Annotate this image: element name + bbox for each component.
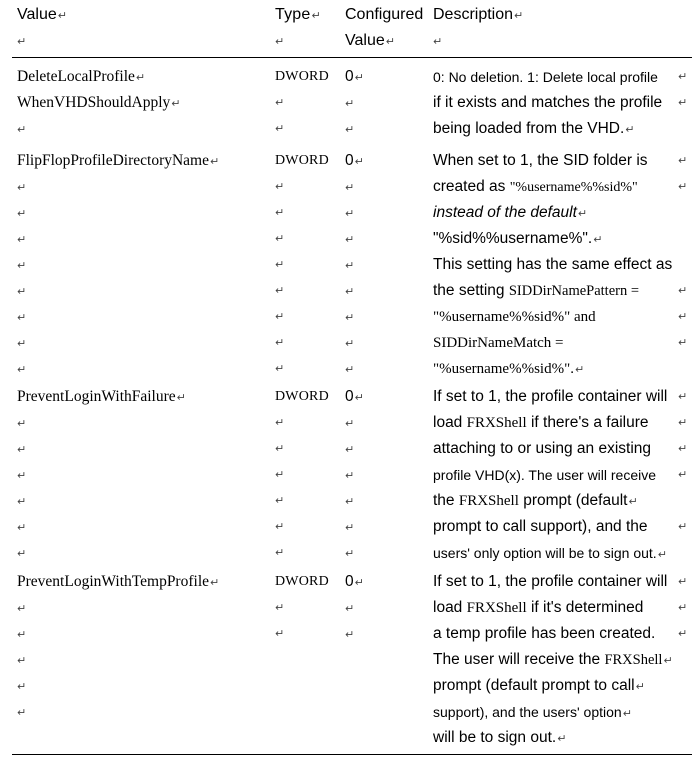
header-configured-cell: Configured Value↵ — [345, 2, 427, 54]
row-value-cell: PreventLoginWithFailure↵ ↵ ↵ ↵ ↵ ↵ ↵ — [17, 388, 186, 560]
row-value-cell: DeleteLocalProfile↵ WhenVHDShouldApply↵ ↵ — [17, 68, 181, 136]
header-configured-value: Value — [345, 32, 385, 49]
row-type-cell: DWORD ↵ ↵ — [275, 574, 329, 640]
row-description-cell: If set to 1, the profile container will load FRXShell if there's a failure attaching to or using an existing profile VHD(x). The user will receive the FRXShell prompt (default↵ prompt to call support), and the users' only option will be to sign out.↵ — [433, 388, 668, 561]
document-table: Value↵ ↵ Type↵ ↵ Configured Value↵ Description↵ ↵ DeleteLocalProfile↵ WhenVHDShouldApply↵ ↵ DWORD ↵ ↵ 0↵ ↵ ↵ 0: No deletion. 1: Delete local profile if it exists and matches the profile being loaded from the VHD.↵ ↵ ↵ FlipFlopProfileDirectoryName↵ ↵ ↵ ↵ ↵ ↵ ↵ ↵ ↵ DWORD ↵ ↵ ↵ ↵ ↵ ↵ ↵ ↵ 0↵ ↵ ↵ ↵ ↵ ↵ ↵ ↵ ↵ When set to 1, the SID folder is created as "%username%%sid%" instead of the default↵ "%sid%%username%".↵ This setting has the same effect as the setting SIDDirNamePattern = "%username%%sid%" and SIDDirNameMatch = "%username%%sid%".↵ ↵ ↵ ↵ ↵ ↵ PreventLoginWithFailure↵ ↵ ↵ ↵ ↵ ↵ ↵ DWORD ↵ ↵ ↵ ↵ ↵ ↵ 0↵ ↵ ↵ ↵ ↵ ↵ ↵ If set to 1, the profile container will load FRXShell if there's a failure attaching to or using an existing profile VHD(x). The user will receive the FRXShell prompt (default↵ prompt to call support), and the users' only option will be to sign out.↵ ↵ ↵ ↵ ↵ ↵ PreventLoginWithTempProfile↵ ↵ ↵ ↵ ↵ ↵ DWORD ↵ ↵ 0↵ ↵ ↵ If set to 1, the profile container will load FRXShell if it's determined a temp profile has been created. The user will receive the FRXShell↵ prompt (default prompt to call↵ support), and the users' option↵ will be to sign out.↵ ↵ ↵ ↵ — [0, 0, 696, 763]
row-value-cell: PreventLoginWithTempProfile↵ ↵ ↵ ↵ ↵ ↵ — [17, 573, 220, 719]
row-configured-cell: 0↵ ↵ ↵ ↵ ↵ ↵ ↵ ↵ ↵ — [345, 152, 364, 376]
row-type-cell: DWORD ↵ ↵ ↵ ↵ ↵ ↵ ↵ ↵ — [275, 153, 329, 375]
row-configured-cell: 0↵ ↵ ↵ — [345, 68, 364, 136]
row-type-cell: DWORD ↵ ↵ — [275, 69, 329, 135]
header-rule — [12, 57, 692, 58]
row-configured-cell: 0↵ ↵ ↵ — [345, 573, 364, 641]
header-description: Description — [433, 6, 514, 23]
row-description-cell: If set to 1, the profile container will load FRXShell if it's determined a temp profile has been created. The user will receive the FRXShell↵ prompt (default prompt to call↵ support), and the users' option↵ will be to sign out.↵ — [433, 573, 673, 746]
header-value: Value — [17, 6, 57, 23]
row-value-cell: FlipFlopProfileDirectoryName↵ ↵ ↵ ↵ ↵ ↵ ↵ ↵ ↵ — [17, 152, 220, 376]
row-configured-cell: 0↵ ↵ ↵ ↵ ↵ ↵ ↵ — [345, 388, 364, 560]
bottom-rule — [12, 754, 692, 755]
header-description-cell: Description↵ ↵ — [433, 6, 524, 48]
header-type: Type — [275, 6, 311, 23]
header-type-cell: Type↵ ↵ — [275, 6, 321, 48]
header-configured: Configured — [345, 6, 424, 23]
header-value-cell: Value↵ ↵ — [17, 6, 67, 48]
row-type-cell: DWORD ↵ ↵ ↵ ↵ ↵ ↵ — [275, 389, 329, 559]
row-description-cell: 0: No deletion. 1: Delete local profile if it exists and matches the profile being loaded from the VHD.↵ — [433, 69, 663, 137]
row-description-cell: When set to 1, the SID folder is created as "%username%%sid%" instead of the default↵ "%sid%%username%".↵ This setting has the same effect as the setting SIDDirNamePattern = "%username%%sid%" and SIDDirNameMatch = "%username%%sid%".↵ — [433, 152, 673, 377]
